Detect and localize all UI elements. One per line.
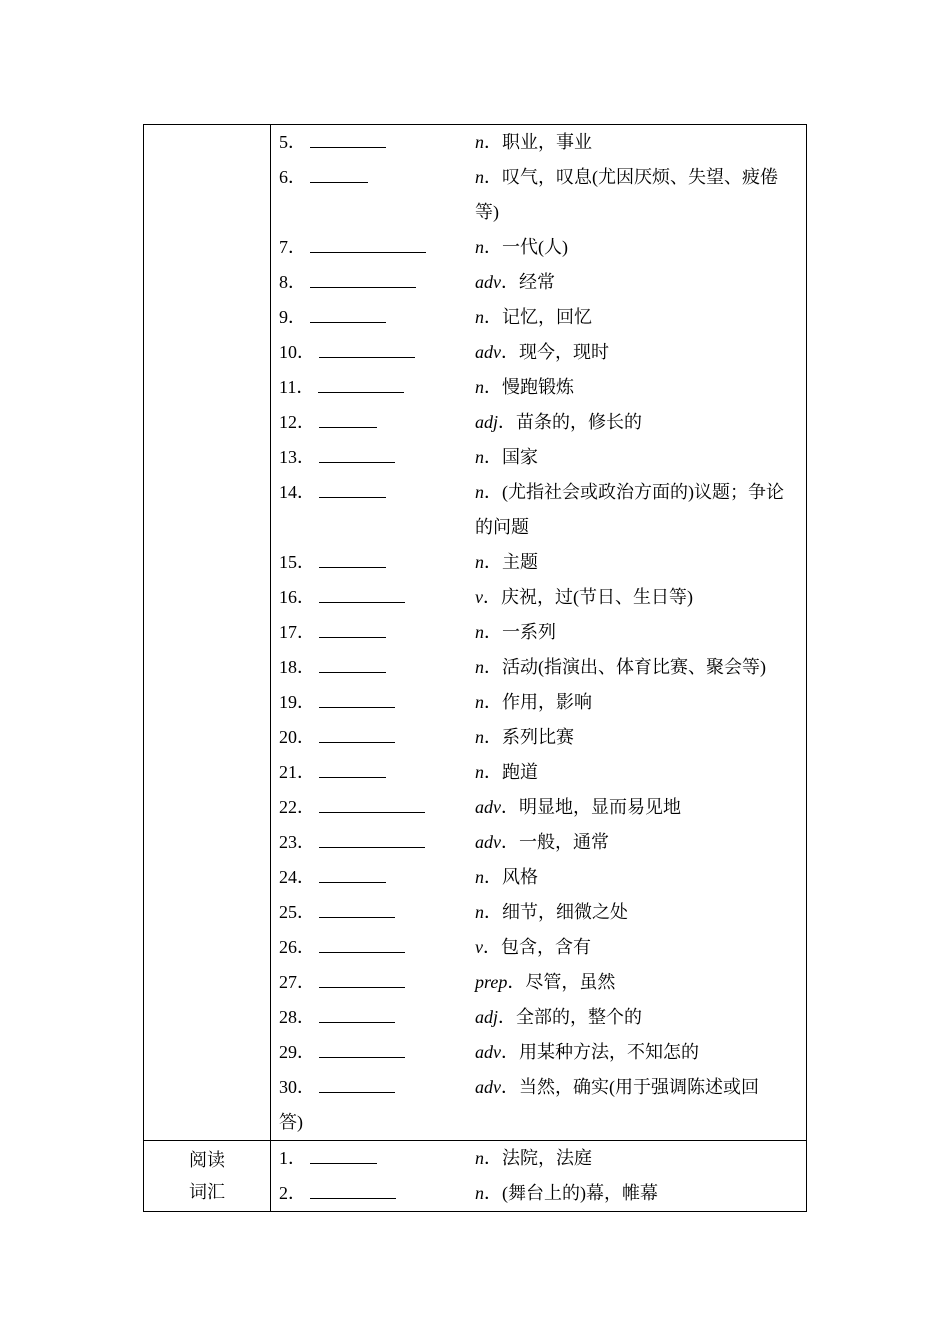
part-of-speech: n (475, 622, 484, 642)
definition-cell (475, 370, 798, 405)
answer-blank[interactable] (319, 846, 425, 848)
definition-text: ．系列比赛 (484, 727, 574, 747)
definition-cell (475, 720, 798, 755)
answer-blank[interactable] (319, 776, 386, 778)
part-of-speech: n (475, 762, 484, 782)
part-of-speech: n (475, 552, 484, 572)
part-of-speech: n (475, 482, 484, 502)
vocab-row (279, 300, 798, 335)
definition-cell (475, 615, 798, 650)
item-number-cell (279, 1000, 475, 1035)
item-number: 15． (279, 552, 315, 572)
answer-blank[interactable] (319, 986, 405, 988)
definition-text: ．经常 (501, 272, 555, 292)
item-number: 24． (279, 867, 315, 887)
answer-blank[interactable] (310, 146, 386, 148)
definition-text: ．跑道 (484, 762, 538, 782)
definition-text: ．尽管，虽然 (507, 972, 616, 992)
answer-blank[interactable] (310, 1162, 377, 1164)
definition-cell (475, 825, 798, 860)
item-number: 17． (279, 622, 315, 642)
category-label: 词汇 (189, 1182, 225, 1202)
definition-text: ．主题 (484, 552, 538, 572)
vocab-row (279, 930, 798, 965)
definition-cell (475, 1176, 798, 1211)
definition-cell (475, 685, 798, 720)
definition-text: ．一系列 (484, 622, 556, 642)
definition-text: ．慢跑锻炼 (484, 377, 574, 397)
vocab-row (279, 265, 798, 300)
item-number-cell (279, 125, 475, 160)
part-of-speech: prep (475, 972, 508, 992)
part-of-speech: adv (475, 797, 501, 817)
part-of-speech: n (475, 657, 484, 677)
answer-blank[interactable] (319, 426, 377, 428)
definition-text: ．职业，事业 (484, 132, 592, 152)
item-number: 10． (279, 342, 315, 362)
item-number-cell (279, 755, 475, 790)
section-vocab-list (144, 125, 806, 1140)
word-rows (271, 125, 806, 1140)
definition-cell (475, 335, 798, 370)
vocab-row (279, 405, 798, 440)
definition-text: ．记忆，回忆 (484, 307, 592, 327)
item-number: 9． (279, 307, 306, 327)
category-cell (144, 1141, 271, 1211)
item-number: 29． (279, 1042, 315, 1062)
item-number-cell (279, 790, 475, 825)
vocab-row (279, 160, 798, 230)
vocab-row (279, 755, 798, 790)
item-number-cell (279, 965, 475, 1000)
definition-cell (475, 440, 798, 475)
part-of-speech: n (475, 307, 484, 327)
item-number-cell (279, 895, 475, 930)
answer-blank[interactable] (310, 251, 426, 253)
item-number: 18． (279, 657, 315, 677)
vocab-row (279, 685, 798, 720)
item-number: 1． (279, 1148, 306, 1168)
item-number-cell (279, 370, 475, 405)
vocabulary-table (143, 124, 807, 1212)
vocab-row (279, 370, 798, 405)
item-number: 2． (279, 1183, 306, 1203)
definition-text: ．用某种方法，不知怎的 (501, 1042, 699, 1062)
definition-cell (475, 790, 798, 825)
definition-text: ．全部的，整个的 (498, 1007, 643, 1027)
item-number: 19． (279, 692, 315, 712)
answer-blank[interactable] (319, 671, 386, 673)
part-of-speech: n (475, 132, 484, 152)
answer-blank[interactable] (319, 636, 386, 638)
definition-continuation: 答) (279, 1112, 303, 1132)
definition-cell (475, 1141, 798, 1176)
answer-blank[interactable] (319, 811, 425, 813)
vocab-row (279, 1141, 798, 1176)
item-number-cell (279, 685, 475, 720)
definition-text: ．一代(人) (484, 237, 568, 257)
definition-cell (475, 230, 798, 265)
answer-blank[interactable] (319, 356, 415, 358)
item-number-cell (279, 1070, 475, 1105)
answer-blank[interactable] (319, 741, 395, 743)
part-of-speech: adv (475, 832, 501, 852)
item-number: 6． (279, 167, 306, 187)
item-number-cell (279, 825, 475, 860)
answer-blank[interactable] (319, 496, 386, 498)
item-number: 26． (279, 937, 315, 957)
part-of-speech: adv (475, 342, 501, 362)
answer-blank[interactable] (310, 181, 368, 183)
answer-blank[interactable] (319, 706, 395, 708)
part-of-speech: adv (475, 1077, 501, 1097)
part-of-speech: n (475, 867, 484, 887)
definition-text: ．法院，法庭 (484, 1148, 592, 1168)
vocab-row (279, 965, 798, 1000)
definition-text: ．细节，细微之处 (484, 902, 628, 922)
part-of-speech: n (475, 727, 484, 747)
item-number-cell (279, 160, 475, 230)
definition-cell (475, 930, 798, 965)
definition-text: ．包含，含有 (483, 937, 591, 957)
definition-text: ．活动(指演出、体育比赛、聚会等) (484, 657, 766, 677)
definition-cell (475, 405, 798, 440)
item-number-cell (279, 265, 475, 300)
part-of-speech: adj (475, 1007, 499, 1027)
item-number: 14． (279, 482, 315, 502)
vocab-row (279, 1035, 798, 1070)
definition-cell (475, 860, 798, 895)
definition-cell (475, 755, 798, 790)
definition-text: ．(尤指社会或政治方面的)议题；争论的问题 (475, 482, 784, 537)
definition-text: ．庆祝，过(节日、生日等) (483, 587, 693, 607)
definition-cell (475, 1070, 798, 1105)
category-label: 阅读 (189, 1150, 225, 1170)
item-number-cell (279, 580, 475, 615)
vocab-row (279, 440, 798, 475)
item-number-cell (279, 1141, 475, 1176)
part-of-speech: n (475, 902, 484, 922)
vocab-row (279, 1176, 798, 1211)
item-number: 13． (279, 447, 315, 467)
answer-blank[interactable] (310, 286, 416, 288)
category-cell (144, 125, 271, 1140)
item-number-cell (279, 230, 475, 265)
part-of-speech: n (475, 692, 484, 712)
answer-blank[interactable] (310, 1197, 396, 1199)
definition-cell (475, 300, 798, 335)
answer-blank[interactable] (310, 321, 386, 323)
item-number: 5． (279, 132, 306, 152)
part-of-speech: adv (475, 1042, 501, 1062)
item-number-cell (279, 615, 475, 650)
vocab-row (279, 335, 798, 370)
part-of-speech: v (475, 587, 483, 607)
item-number: 7． (279, 237, 306, 257)
vocab-row (279, 1000, 798, 1035)
definition-text: ．(舞台上的)幕，帷幕 (484, 1183, 658, 1203)
item-number-cell (279, 1176, 475, 1211)
definition-cell (475, 160, 798, 230)
definition-text: ．国家 (484, 447, 538, 467)
vocab-row-continuation (279, 1105, 798, 1140)
definition-text: ．一般，通常 (501, 832, 609, 852)
answer-blank[interactable] (319, 461, 395, 463)
definition-text: ．苗条的，修长的 (498, 412, 643, 432)
item-number: 28． (279, 1007, 315, 1027)
item-number: 22． (279, 797, 315, 817)
item-number-cell (279, 440, 475, 475)
definition-text: ．作用，影响 (484, 692, 592, 712)
vocab-row (279, 545, 798, 580)
answer-blank[interactable] (319, 881, 386, 883)
vocab-row (279, 895, 798, 930)
part-of-speech: v (475, 937, 483, 957)
vocab-row (279, 475, 798, 545)
vocab-row (279, 825, 798, 860)
item-number: 27． (279, 972, 315, 992)
definition-cell (475, 650, 798, 685)
item-number-cell (279, 720, 475, 755)
part-of-speech: n (475, 237, 484, 257)
part-of-speech: n (475, 447, 484, 467)
definition-text: ．当然，确实(用于强调陈述或回 (501, 1077, 759, 1097)
item-number: 16． (279, 587, 315, 607)
answer-blank[interactable] (319, 916, 395, 918)
vocab-row (279, 580, 798, 615)
definition-cell (475, 265, 798, 300)
part-of-speech: adv (475, 272, 501, 292)
answer-blank[interactable] (319, 1021, 395, 1023)
item-number: 20． (279, 727, 315, 747)
definition-cell (475, 1000, 798, 1035)
definition-cell (475, 895, 798, 930)
item-number-cell (279, 650, 475, 685)
vocab-row (279, 125, 798, 160)
answer-blank[interactable] (319, 1056, 405, 1058)
definition-cell (475, 580, 798, 615)
answer-blank[interactable] (319, 566, 386, 568)
definition-cell (475, 965, 798, 1000)
item-number-cell (279, 335, 475, 370)
item-number: 23． (279, 832, 315, 852)
part-of-speech: n (475, 377, 484, 397)
item-number-cell (279, 405, 475, 440)
definition-cell (475, 545, 798, 580)
item-number: 21． (279, 762, 315, 782)
item-number-cell (279, 860, 475, 895)
vocab-row (279, 615, 798, 650)
section-reading-vocab (144, 1140, 806, 1211)
item-number-cell (279, 930, 475, 965)
part-of-speech: n (475, 167, 484, 187)
part-of-speech: n (475, 1148, 484, 1168)
part-of-speech: adj (475, 412, 499, 432)
definition-cell (475, 475, 798, 545)
definition-cell (475, 125, 798, 160)
answer-blank[interactable] (319, 951, 405, 953)
definition-text: ．明显地，显而易见地 (501, 797, 681, 817)
answer-blank[interactable] (319, 1091, 395, 1093)
item-number-cell (279, 300, 475, 335)
part-of-speech: n (475, 1183, 484, 1203)
definition-text: ．叹气，叹息(尤因厌烦、失望、疲倦等) (475, 167, 778, 222)
vocab-row (279, 650, 798, 685)
word-rows (271, 1141, 806, 1211)
item-number: 12． (279, 412, 315, 432)
item-number: 25． (279, 902, 315, 922)
item-number: 30． (279, 1077, 315, 1097)
definition-cell (475, 1035, 798, 1070)
vocab-row (279, 1070, 798, 1105)
item-number: 11． (279, 377, 315, 397)
item-number: 8． (279, 272, 306, 292)
item-number-cell (279, 545, 475, 580)
vocab-row (279, 790, 798, 825)
answer-blank[interactable] (319, 601, 405, 603)
definition-text: ．现今，现时 (501, 342, 609, 362)
vocab-row (279, 720, 798, 755)
item-number-cell (279, 475, 475, 545)
answer-blank[interactable] (318, 391, 404, 393)
item-number-cell (279, 1035, 475, 1070)
definition-text: ．风格 (484, 867, 538, 887)
vocab-row (279, 860, 798, 895)
vocab-row (279, 230, 798, 265)
